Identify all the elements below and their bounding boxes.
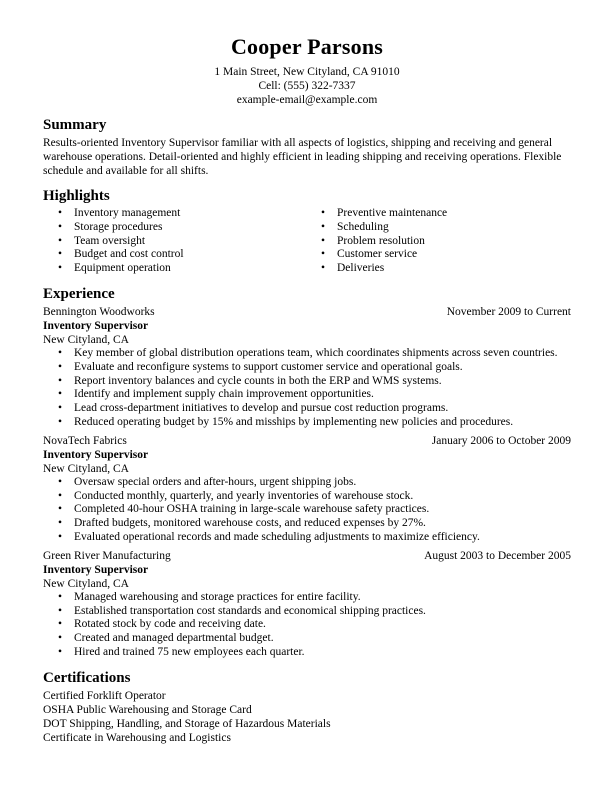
bullet-text: Created and managed departmental budget. xyxy=(74,632,274,645)
job-duty-item xyxy=(43,375,571,389)
experience-heading: Experience xyxy=(43,285,115,302)
job-location: New Cityland, CA xyxy=(43,577,129,590)
contact-cell: Cell: (555) 322-7337 xyxy=(258,80,356,92)
highlights-heading: Highlights xyxy=(43,188,110,204)
bullet-icon: • xyxy=(321,220,326,233)
job-entry xyxy=(43,549,571,660)
bullet-text: Equipment operation xyxy=(74,262,171,275)
bullet-icon: • xyxy=(58,503,63,516)
bullet-icon: • xyxy=(321,248,326,261)
bullet-icon: • xyxy=(58,248,63,261)
bullet-icon: • xyxy=(58,645,63,658)
bullet-icon: • xyxy=(58,590,63,603)
highlight-item xyxy=(43,235,306,249)
certification-item: DOT Shipping, Handling, and Storage of Hazardous Materials xyxy=(43,717,331,730)
contact-address: 1 Main Street, New Cityland, CA 91010 xyxy=(214,66,400,78)
highlights-list xyxy=(43,207,571,276)
bullet-text: Established transportation cost standards and economical shipping practices. xyxy=(74,604,426,617)
highlight-item xyxy=(306,221,569,235)
bullet-text: Preventive maintenance xyxy=(337,207,448,219)
bullet-icon: • xyxy=(58,489,63,502)
job-title: Inventory Supervisor xyxy=(43,319,149,332)
job-duty-item xyxy=(43,591,571,605)
bullet-text: Evaluated operational records and made scheduling adjustments to maximize efficiency. xyxy=(74,530,480,543)
summary-text: Results-oriented Inventory Supervisor familiar with all aspects of logistics, shipping and receiving and general warehouse operations. Detail-oriented and highly efficient in leading shipping and receiving operations. Flexible schedule and available for all shifts. xyxy=(43,137,562,177)
certifications-heading: Certifications xyxy=(43,669,131,686)
bullet-icon: • xyxy=(58,517,63,530)
certifications-list xyxy=(43,689,571,745)
bullet-icon: • xyxy=(58,234,63,247)
highlight-item xyxy=(43,221,306,235)
job-duty-item xyxy=(43,531,571,545)
bullet-text: Completed 40-hour OSHA training in large-scale warehouse safety practices. xyxy=(74,503,430,516)
bullet-icon: • xyxy=(321,262,326,275)
bullet-icon: • xyxy=(58,415,63,428)
bullet-icon: • xyxy=(321,207,326,219)
highlights-column-right xyxy=(306,207,569,276)
bullet-icon: • xyxy=(58,618,63,631)
highlight-item xyxy=(306,235,569,249)
bullet-text: Drafted budgets, monitored warehouse costs, and reduced expenses by 27%. xyxy=(74,517,426,530)
certification-item: Certified Forklift Operator xyxy=(43,689,166,702)
bullet-icon: • xyxy=(58,388,63,401)
bullet-text: Scheduling xyxy=(337,220,389,233)
job-duty-item xyxy=(43,618,571,632)
job-duties xyxy=(43,347,571,430)
bullet-text: Managed warehousing and storage practices for entire facility. xyxy=(74,590,361,603)
job-dates: August 2003 to December 2005 xyxy=(424,549,571,562)
job-duty-item xyxy=(43,476,571,490)
job-duty-item xyxy=(43,361,571,375)
bullet-icon: • xyxy=(58,530,63,543)
job-duty-item xyxy=(43,517,571,531)
job-title: Inventory Supervisor xyxy=(43,448,149,461)
bullet-text: Customer service xyxy=(337,248,418,261)
highlight-item xyxy=(43,207,306,221)
experience-list xyxy=(43,305,571,660)
bullet-icon: • xyxy=(58,374,63,387)
contact-email: example-email@example.com xyxy=(236,94,378,106)
job-duty-item xyxy=(43,347,571,361)
bullet-icon: • xyxy=(321,234,326,247)
bullet-text: Hired and trained 75 new employees each quarter. xyxy=(74,645,305,658)
bullet-text: Report inventory balances and cycle counts in both the ERP and WMS systems. xyxy=(74,374,442,387)
job-duty-item xyxy=(43,416,571,430)
bullet-text: Budget and cost control xyxy=(74,248,184,261)
job-company: NovaTech Fabrics xyxy=(43,434,127,447)
job-dates: November 2009 to Current xyxy=(446,305,571,318)
bullet-icon: • xyxy=(58,604,63,617)
contact-block xyxy=(43,65,571,107)
highlights-column-left xyxy=(43,207,306,276)
highlight-item xyxy=(306,207,569,221)
bullet-icon: • xyxy=(58,207,63,219)
bullet-text: Evaluate and reconfigure systems to support customer service and operational goals. xyxy=(74,360,463,373)
job-location: New Cityland, CA xyxy=(43,462,129,475)
job-duty-item xyxy=(43,646,571,660)
bullet-text: Reduced operating budget by 15% and misships by implementing new policies and procedures. xyxy=(74,415,514,428)
bullet-text: Identify and implement supply chain improvement opportunities. xyxy=(74,388,374,401)
bullet-text: Key member of global distribution operations team, which coordinates shipments across seven countries. xyxy=(74,346,558,359)
bullet-icon: • xyxy=(58,262,63,275)
bullet-icon: • xyxy=(58,475,63,488)
bullet-icon: • xyxy=(58,632,63,645)
job-header xyxy=(43,305,571,319)
job-duty-item xyxy=(43,490,571,504)
bullet-icon: • xyxy=(58,346,63,359)
job-dates: January 2006 to October 2009 xyxy=(431,434,571,447)
highlight-item xyxy=(306,262,569,276)
job-entry xyxy=(43,305,571,430)
job-location: New Cityland, CA xyxy=(43,333,129,346)
job-duty-item xyxy=(43,632,571,646)
bullet-text: Deliveries xyxy=(337,262,385,275)
job-duties xyxy=(43,476,571,545)
job-duty-item xyxy=(43,605,571,619)
job-header xyxy=(43,549,571,563)
bullet-text: Team oversight xyxy=(74,234,146,247)
job-duty-item xyxy=(43,402,571,416)
bullet-text: Oversaw special orders and after-hours, urgent shipping jobs. xyxy=(74,475,357,488)
job-company: Green River Manufacturing xyxy=(43,549,171,562)
bullet-icon: • xyxy=(58,220,63,233)
job-duty-item xyxy=(43,503,571,517)
job-duties xyxy=(43,591,571,660)
job-header xyxy=(43,434,571,448)
bullet-text: Inventory management xyxy=(74,207,181,219)
job-title: Inventory Supervisor xyxy=(43,563,149,576)
job-duty-item xyxy=(43,388,571,402)
summary-heading: Summary xyxy=(43,117,107,133)
bullet-text: Rotated stock by code and receiving date. xyxy=(74,618,266,631)
bullet-text: Problem resolution xyxy=(337,234,425,247)
job-company: Bennington Woodworks xyxy=(43,305,155,318)
certification-item: Certificate in Warehousing and Logistics xyxy=(43,731,231,744)
highlight-item xyxy=(306,248,569,262)
bullet-icon: • xyxy=(58,402,63,415)
bullet-text: Storage procedures xyxy=(74,220,163,233)
highlight-item xyxy=(43,248,306,262)
bullet-text: Conducted monthly, quarterly, and yearly inventories of warehouse stock. xyxy=(74,489,414,502)
candidate-name: Cooper Parsons xyxy=(230,34,384,59)
job-entry xyxy=(43,434,571,545)
bullet-text: Lead cross-department initiatives to develop and pursue cost reduction programs. xyxy=(74,402,449,415)
certification-item: OSHA Public Warehousing and Storage Card xyxy=(43,703,252,716)
bullet-icon: • xyxy=(58,360,63,373)
resume-page xyxy=(43,34,571,745)
highlight-item xyxy=(43,262,306,276)
